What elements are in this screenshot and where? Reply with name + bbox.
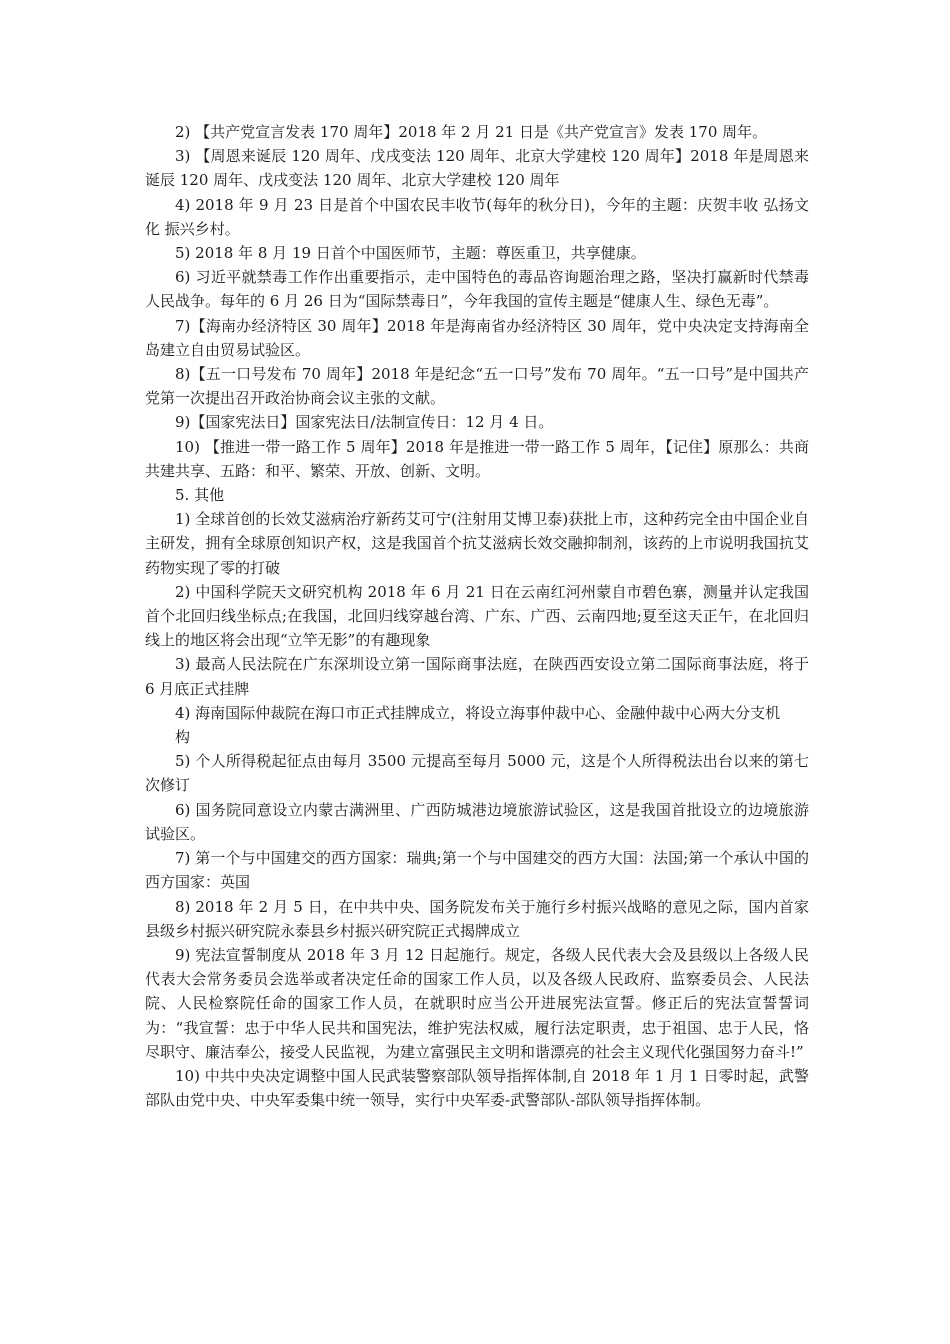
paragraph: 3) 最高人民法院在广东深圳设立第一国际商事法庭，在陕西西安设立第二国际商事法庭，将于 6 月底正式挂牌 <box>145 655 809 698</box>
paragraph: 2) 中国科学院天文研究机构 2018 年 6 月 21 日在云南红河州蒙自市碧色寨，测量并认定我国首个北回归线坐标点;在我国，北回归线穿越台湾、广东、广西、云南四地;夏至这天正午，在北回归线上的地区将会出现“立竿无影”的有趣现象 <box>145 582 809 650</box>
paragraph: 8)【五一口号发布 70 周年】2018 年是纪念“五一口号”发布 70 周年。“五一口号”是中国共产党第一次提出召开政治协商会议主张的文献。 <box>145 365 809 408</box>
paragraph: 9)【国家宪法日】国家宪法日/法制宣传日：12 月 4 日。 <box>175 413 554 432</box>
paragraph: 2) 【共产党宣言发表 170 周年】2018 年 2 月 21 日是《共产党宣言》发表 170 周年。 <box>175 123 768 141</box>
paragraph: 8) 2018 年 2 月 5 日，在中共中央、国务院发布关于施行乡村振兴战略的意见之际，国内首家县级乡村振兴研究院永泰县乡村振兴研究院正式揭牌成立 <box>145 897 809 940</box>
paragraph: 5) 2018 年 8 月 19 日首个中国医师节，主题：尊医重卫，共享健康。 <box>175 244 646 263</box>
paragraph: 7) 第一个与中国建交的西方国家：瑞典;第一个与中国建交的西方大国：法国;第一个承认中国的西方国家：英国 <box>145 849 809 892</box>
paragraph: 7)【海南办经济特区 30 周年】2018 年是海南省办经济特区 30 周年，党中央决定支持海南全岛建立自由贸易试验区。 <box>145 316 809 359</box>
paragraph: 10) 中共中央决定调整中国人民武装警察部队领导指挥体制,自 2018 年 1 月 1 日零时起，武警部队由党中央、中央军委集中统一领导，实行中央军委-武警部队-部队领导指挥体制。 <box>145 1066 809 1110</box>
paragraph: 4) 2018 年 9 月 23 日是首个中国农民丰收节(每年的秋分日)，今年的主题：庆贺丰收 弘扬文化 振兴乡村。 <box>145 195 809 238</box>
paragraph: 构 <box>175 728 191 747</box>
paragraph: 6) 习近平就禁毒工作作出重要指示，走中国特色的毒品咨询题治理之路，坚决打赢新时代禁毒人民战争。每年的 6 月 26 日为“国际禁毒日”，今年我国的宣传主题是“健康人生、绿色无毒”。 <box>145 268 809 311</box>
document-body <box>145 120 809 1112</box>
paragraph: 5) 个人所得税起征点由每月 3500 元提高至每月 5000 元，这是个人所得税法出台以来的第七次修订 <box>145 752 809 795</box>
paragraph: 6) 国务院同意设立内蒙古满洲里、广西防城港边境旅游试验区，这是我国首批设立的边境旅游试验区。 <box>145 800 809 843</box>
paragraph: 1) 全球首创的长效艾滋病治疗新药艾可宁(注射用艾博卫泰)获批上市，这种药完全由中国企业自主研发，拥有全球原创知识产权，这是我国首个抗艾滋病长效交融抑制剂，该药的上市说明我国抗艾药物实现了零的打破 <box>145 510 809 577</box>
section-heading: 5. 其他 <box>175 486 225 505</box>
paragraph: 3) 【周恩来诞辰 120 周年、戊戌变法 120 周年、北京大学建校 120 周年】2018 年是周恩来诞辰 120 周年、戊戌变法 120 周年、北京大学建校 120 周年 <box>145 147 809 190</box>
paragraph: 9) 宪法宣誓制度从 2018 年 3 月 12 日起施行。规定，各级人民代表大会及县级以上各级人民代表大会常务委员会选举或者决定任命的国家工作人员，以及各级人民政府、监察委员会、人民法院、人民检察院任命的国家工作人员，在就职时应当公开进展宪法宣誓。修正后的宪法宣誓誓词为：“我宣誓：忠于中华人民共和国宪法，维护宪法权威，履行法定职责，忠于祖国、忠于人民，恪尽职守、廉洁奉公，接受人民监视，为建立富强民主文明和谐漂亮的社会主义现代化强国努力奋斗!” <box>145 945 809 1061</box>
paragraph: 4) 海南国际仲裁院在海口市正式挂牌成立，将设立海事仲裁中心、金融仲裁中心两大分支机 <box>175 703 781 722</box>
paragraph: 10) 【推进一带一路工作 5 周年】2018 年是推进一带一路工作 5 周年，【记住】原那么：共商共建共享、五路：和平、繁荣、开放、创新、文明。 <box>145 437 809 480</box>
